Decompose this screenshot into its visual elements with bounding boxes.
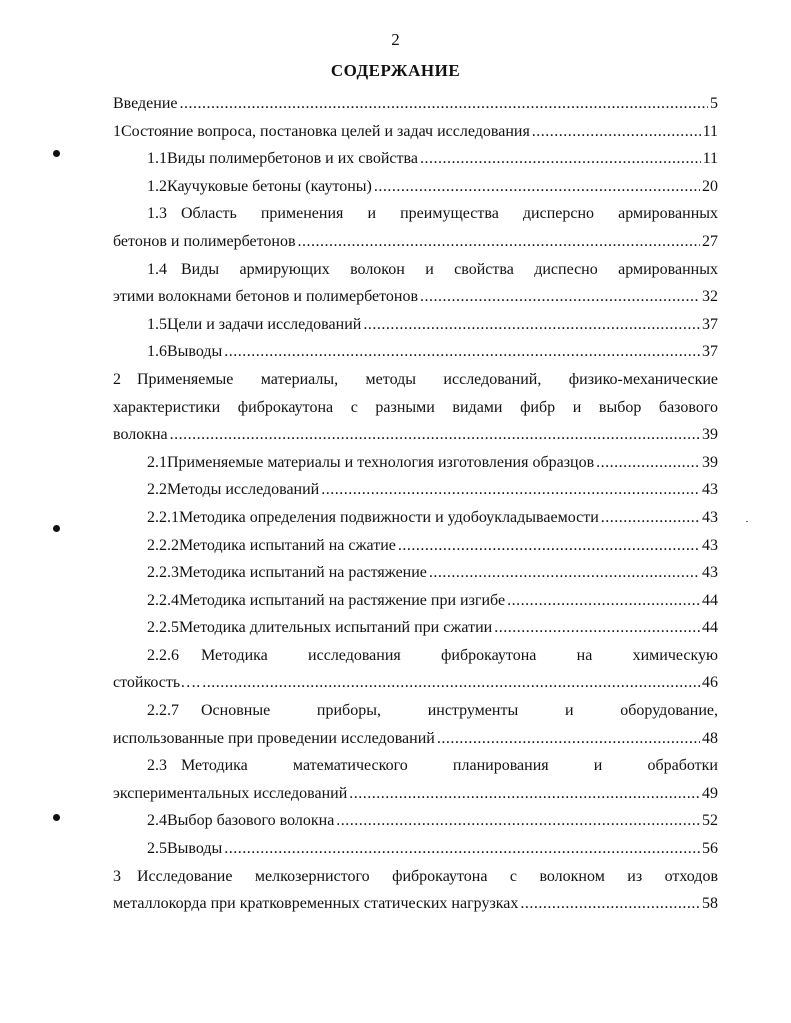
toc-entry-1-1[interactable]	[113, 145, 718, 173]
toc-entry-2-continued-2[interactable]	[113, 421, 718, 449]
toc-entry-text: стойкость….	[113, 674, 201, 692]
toc-entry-3[interactable]	[113, 863, 718, 891]
toc-page-number: 37	[702, 343, 718, 361]
leader-dots	[363, 311, 700, 339]
toc-page-number: 43	[702, 564, 718, 582]
toc-entry-text: Методика определения подвижности и удобоукладываемости	[179, 508, 599, 526]
toc-entry-number: 1.4	[147, 260, 167, 278]
toc-entry-number: 2.2	[147, 481, 167, 499]
toc-page-number: 52	[702, 812, 718, 830]
toc-page-number: 56	[702, 840, 718, 858]
toc-entry-introduction[interactable]	[113, 90, 718, 118]
toc-entry-text: Состояние вопроса, постановка целей и задач исследования	[121, 122, 530, 140]
toc-entry-text: этими волокнами бетонов и полимербетонов	[113, 288, 418, 306]
toc-entry-text: металлокорда при кратковременных статических нагрузках	[113, 895, 519, 913]
toc-entry-1-4-continued[interactable]	[113, 283, 718, 311]
leader-dots	[437, 725, 700, 753]
toc-entry-2-2[interactable]	[113, 476, 718, 504]
toc-entry-text: Виды армирующих волокон и свойства диспесно армированных	[181, 260, 718, 278]
toc-entry-2-continued[interactable]	[113, 394, 718, 422]
toc-entry-number: 2.2.5	[147, 619, 179, 637]
toc-entry-text: Введение	[113, 95, 178, 112]
toc-page-number: 44	[702, 619, 718, 637]
leader-dots	[224, 835, 700, 863]
toc-entry-number: 1.3	[147, 205, 167, 223]
toc-entry-2-2-5[interactable]	[113, 614, 718, 642]
toc-page-number: 58	[702, 895, 718, 913]
toc-entry-1-6[interactable]	[113, 338, 718, 366]
toc-page-number: 11	[702, 122, 718, 140]
toc-entry-2-2-7-continued[interactable]	[113, 725, 718, 753]
toc-entry-1[interactable]	[113, 118, 718, 146]
toc-page-number: 43	[702, 481, 718, 499]
toc-entry-text: Методы исследований	[167, 481, 320, 499]
toc-entry-2-1[interactable]	[113, 449, 718, 477]
toc-page-number: 11	[702, 150, 718, 168]
toc-entry-2-2-6[interactable]	[113, 642, 718, 670]
toc-entry-text: Исследование мелкозернистого фиброкаутона с волокном из отходов	[137, 867, 718, 885]
toc-entry-1-3-continued[interactable]	[113, 228, 718, 256]
toc-page-number: 39	[702, 453, 718, 471]
leader-dots	[420, 145, 701, 173]
toc-entry-1-5[interactable]	[113, 311, 718, 339]
toc-entry-text: Применяемые материалы, методы исследований, физико-механические	[137, 370, 718, 388]
toc-entry-text: использованные при проведении исследований	[113, 729, 435, 747]
toc-entry-2-5[interactable]	[113, 835, 718, 863]
toc-entry-text: экспериментальных исследований	[113, 784, 348, 802]
toc-entry-1-4[interactable]	[113, 256, 718, 284]
toc-entry-text: Область применения и преимущества дисперсно армированных	[181, 205, 718, 223]
toc-entry-number: 2.3	[147, 757, 167, 775]
leader-dots	[532, 118, 701, 146]
toc-entry-text: Каучуковые бетоны (каутоны)	[167, 177, 372, 195]
toc-entry-2-2-6-continued[interactable]	[113, 669, 718, 697]
toc-entry-2-2-1[interactable]	[113, 504, 718, 532]
toc-entry-number: 1.6	[147, 343, 167, 361]
leader-dots	[180, 90, 709, 118]
toc-page-number: 44	[702, 591, 718, 609]
toc-entry-number: 1.2	[147, 177, 167, 195]
page-number: 2	[391, 30, 400, 49]
leader-dots	[374, 173, 700, 201]
toc-entry-text: характеристики фиброкаутона с разными видами фибр и выбор базового	[113, 398, 718, 416]
toc-entry-1-3[interactable]	[113, 200, 718, 228]
toc-page-number: 32	[702, 288, 718, 306]
leader-dots	[321, 476, 700, 504]
leader-dots	[420, 283, 700, 311]
leader-dots	[349, 780, 700, 808]
toc-entry-number: 3	[113, 867, 121, 885]
toc-entry-number: 2.2.6	[147, 646, 179, 664]
leader-dots	[429, 559, 700, 587]
toc-entry-2-2-4[interactable]	[113, 587, 718, 615]
toc-entry-2-4[interactable]	[113, 807, 718, 835]
toc-page-number: 5	[710, 95, 718, 112]
page-title: СОДЕРЖАНИЕ	[330, 61, 461, 80]
toc-entry-text: Методика длительных испытаний при сжатии	[179, 619, 493, 637]
toc-entry-number: 1.5	[147, 315, 167, 333]
toc-page-number: 46	[702, 674, 718, 692]
toc-entry-text: Методика испытаний на растяжение при изгибе	[179, 591, 506, 609]
toc-entry-text: Выбор базового волокна	[167, 812, 335, 830]
toc-entry-text: бетонов и полимербетонов	[113, 232, 296, 250]
leader-dots	[601, 504, 700, 532]
leader-dots	[336, 807, 700, 835]
toc-entry-number: 1.1	[147, 150, 167, 168]
toc-entry-number: 2	[113, 370, 121, 388]
toc-page-number: 49	[702, 784, 718, 802]
toc-entry-text: Применяемые материалы и технология изготовления образцов	[167, 453, 595, 471]
toc-entry-text: Методика испытаний на сжатие	[179, 536, 396, 554]
toc-entry-number: 2.2.1	[147, 508, 179, 526]
toc-page-number: 20	[702, 177, 718, 195]
toc-entry-2-3[interactable]	[113, 752, 718, 780]
leader-dots	[507, 587, 700, 615]
toc-entry-text: Виды полимербетонов и их свойства	[167, 150, 418, 168]
toc-entry-number: 2.2.7	[147, 702, 179, 720]
toc-entry-text: Цели и задачи исследований	[167, 315, 362, 333]
toc-entry-number: 2.5	[147, 840, 167, 858]
leader-dots	[398, 532, 700, 560]
toc-entry-number: 2.2.2	[147, 536, 179, 554]
toc-entry-text: Выводы	[167, 840, 223, 858]
toc-entry-1-2[interactable]	[113, 173, 718, 201]
toc-page-number: 43	[702, 536, 718, 554]
toc-entry-text: Выводы	[167, 343, 223, 361]
toc-entry-2-2-3[interactable]	[113, 559, 718, 587]
toc-entry-number: 1	[113, 122, 121, 140]
toc-page-number: 43	[702, 508, 718, 526]
toc-entry-2-2-7[interactable]	[113, 697, 718, 725]
toc-entry-2[interactable]	[113, 366, 718, 394]
toc-entry-text: Основные приборы, инструменты и оборудование,	[201, 702, 718, 720]
table-of-contents	[113, 90, 718, 918]
toc-entry-2-3-continued[interactable]	[113, 780, 718, 808]
toc-entry-number: 2.4	[147, 812, 167, 830]
toc-entry-text: Методика исследования фиброкаутона на химическую	[201, 646, 718, 664]
toc-entry-3-continued[interactable]	[113, 890, 718, 918]
toc-entry-number: 2.2.3	[147, 564, 179, 582]
leader-dots	[596, 449, 700, 477]
leader-dots	[520, 890, 700, 918]
binder-mark	[53, 814, 60, 821]
toc-entry-number: 2.2.4	[147, 591, 179, 609]
toc-page-number: 27	[702, 232, 718, 250]
scan-speck	[746, 521, 748, 522]
leader-dots	[494, 614, 700, 642]
toc-page-number: 37	[702, 315, 718, 333]
binder-mark	[53, 525, 60, 532]
leader-dots	[202, 669, 700, 697]
toc-entry-text: волокна	[113, 426, 168, 444]
toc-page-number: 39	[702, 426, 718, 444]
toc-entry-2-2-2[interactable]	[113, 532, 718, 560]
toc-page-number: 48	[702, 729, 718, 747]
toc-entry-text: Методика математического планирования и обработки	[181, 757, 718, 775]
leader-dots	[170, 421, 700, 449]
toc-entry-text: Методика испытаний на растяжение	[179, 564, 427, 582]
leader-dots	[224, 338, 700, 366]
toc-entry-number: 2.1	[147, 453, 167, 471]
binder-mark	[53, 150, 60, 157]
leader-dots	[298, 228, 700, 256]
